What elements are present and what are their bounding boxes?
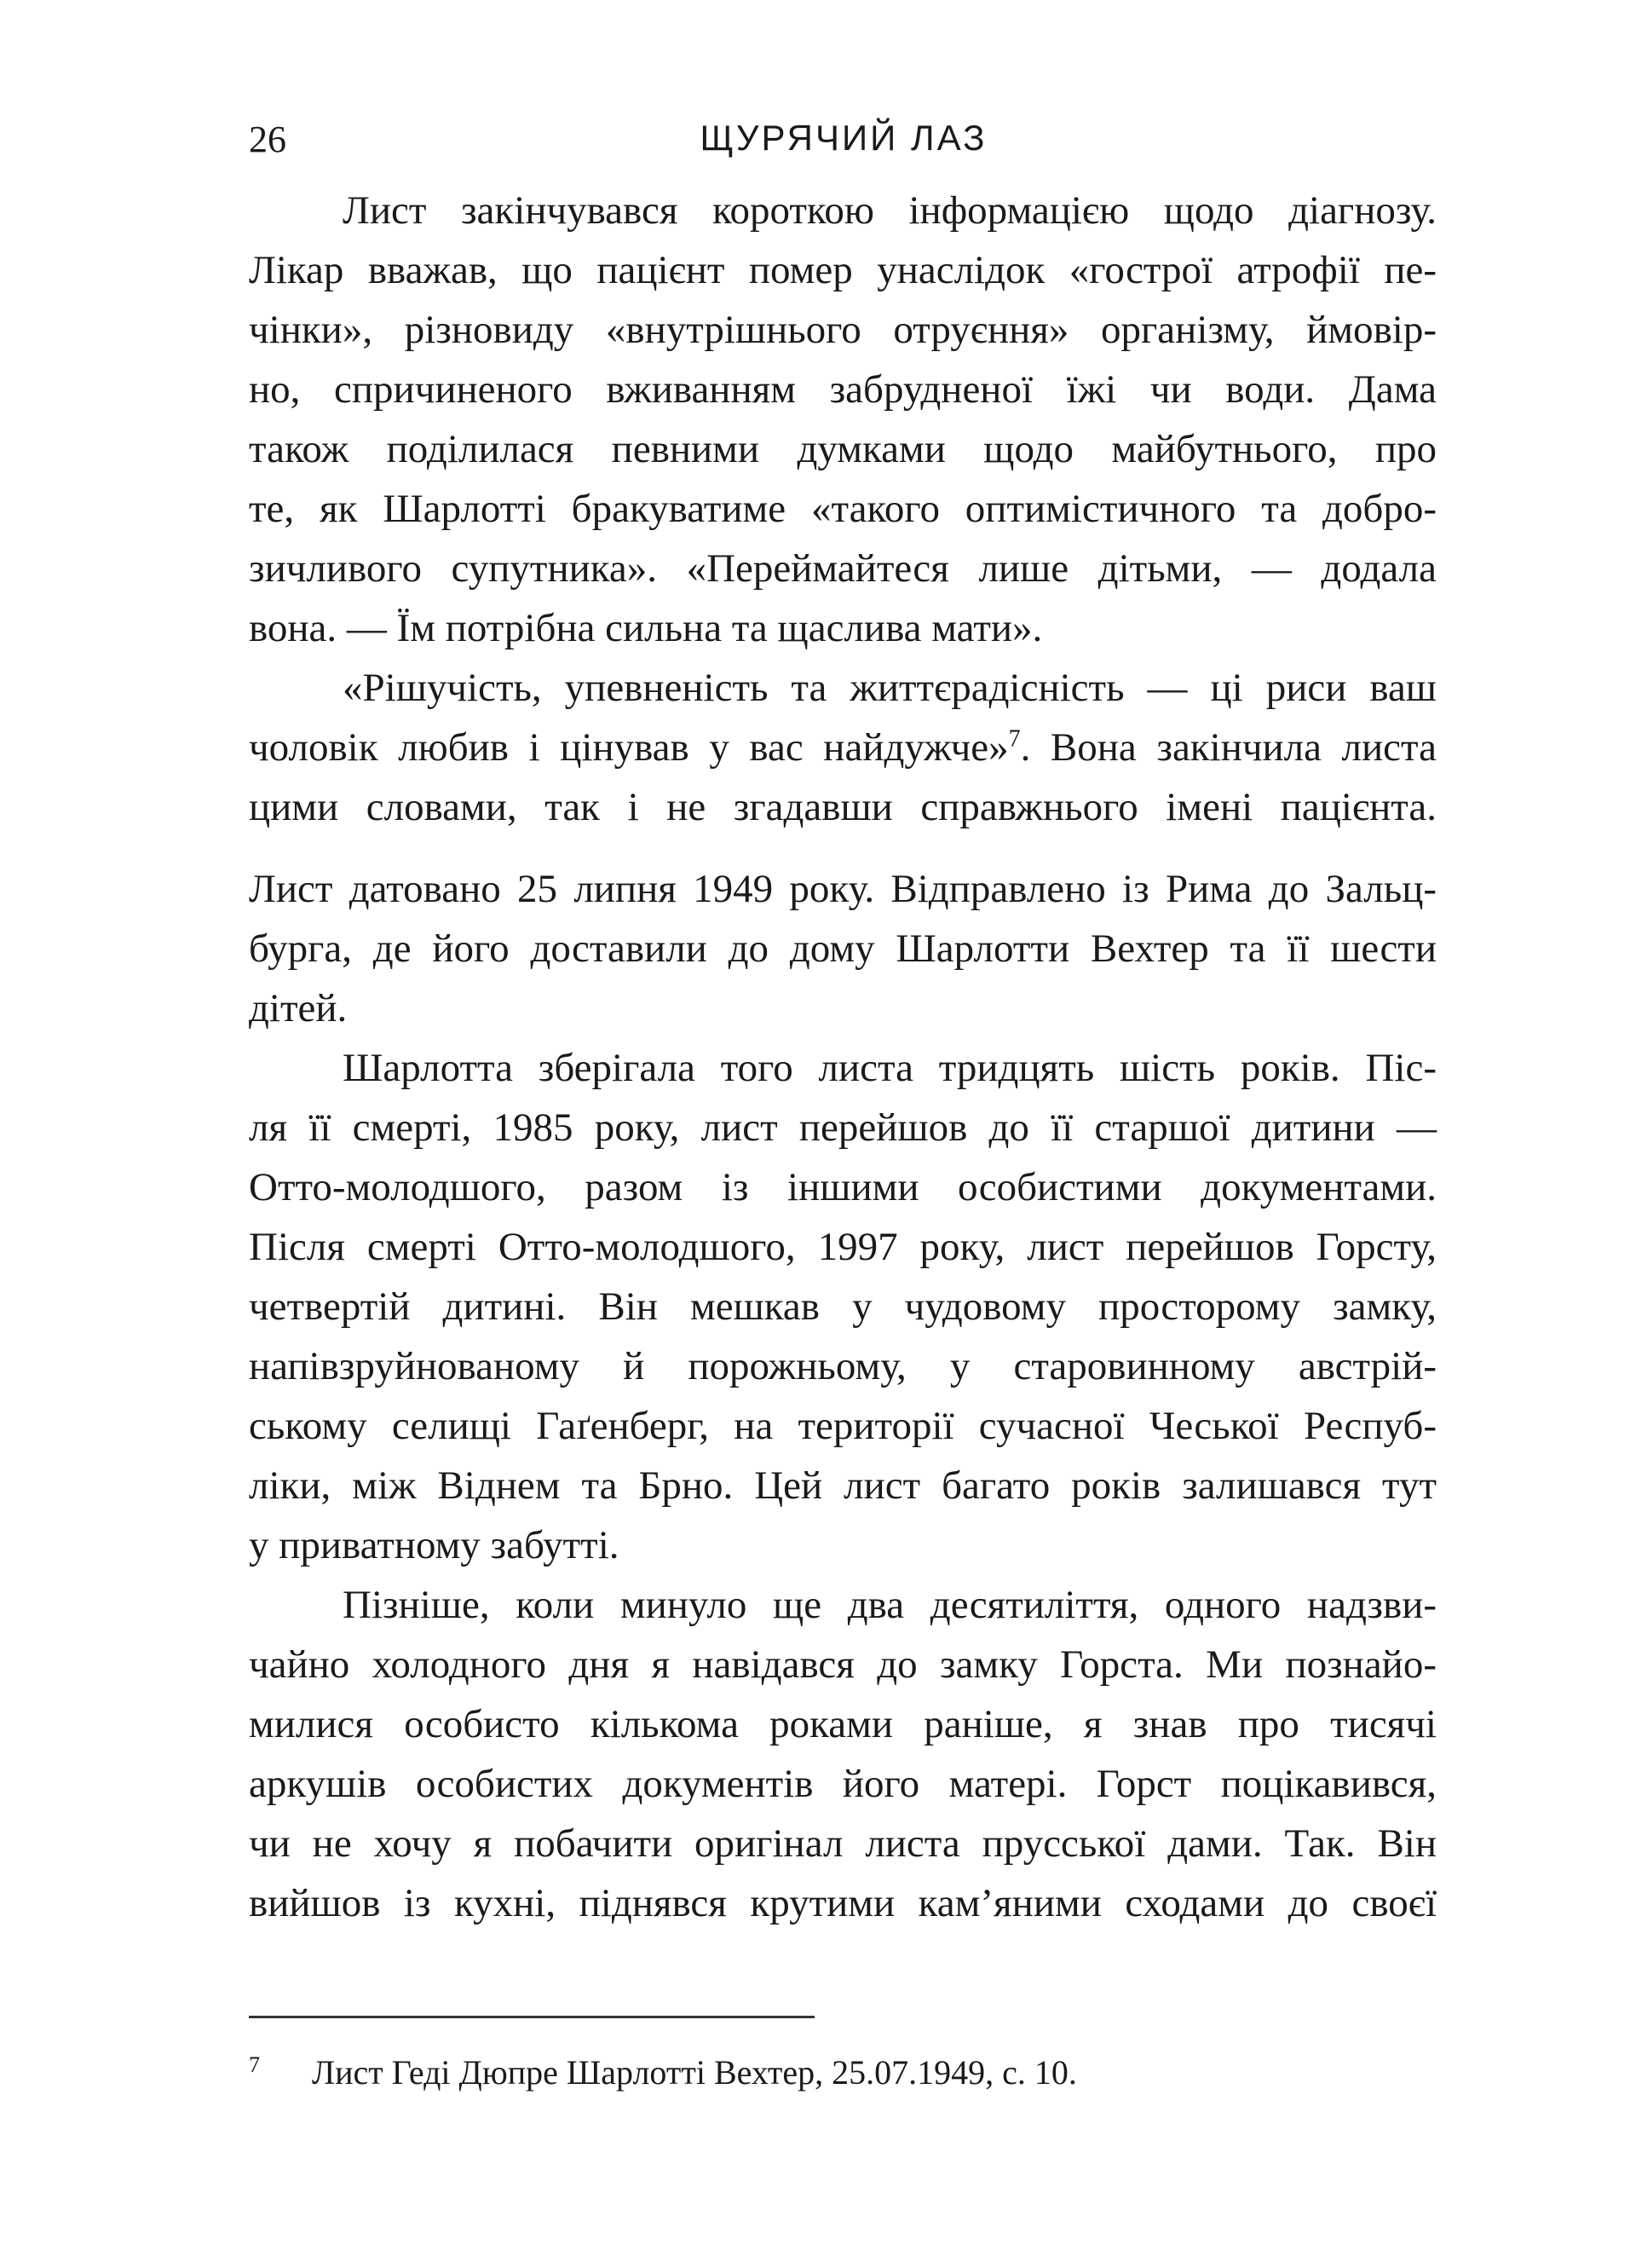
footnote-text: Лист Геді Дюпре Шарлотті Вехтер, 25.07.1949, с. 10. [312,2053,1077,2092]
text-line: вона. — Їм потрібна сильна та щаслива мати». [249,606,1043,650]
text-line: дітей. [249,986,348,1030]
page-body [249,181,1437,1933]
text-line: «Рішучість, упевненість та життєрадісність — ці риси ваш [343,666,1437,710]
text-line: Пізніше, коли минуло ще два десятиліття, одного надзви- [343,1583,1437,1627]
text-line: четвертій дитині. Він мешкав у чудовому просторому замку, [249,1284,1437,1329]
text-line: ля її смерті, 1985 року, лист перейшов до її старшої дитини — [249,1105,1437,1150]
text-line: цими словами, так і не згадавши справжнього імені пацієнта. [249,785,1437,829]
text-line: ському селищі Гаґенберг, на території сучасної Чеської Респуб- [249,1404,1437,1448]
footnote-divider [249,2016,815,2018]
footnote-marker: 7 [249,2052,260,2077]
text-line: також поділилася певними думками щодо майбутнього, про [249,427,1437,471]
text-line: напівзруйнованому й порожньому, у старовинному австрій- [249,1344,1437,1388]
paragraph [249,1575,1437,1933]
section-gap [249,837,1437,859]
text-line [249,718,1437,777]
footnote-reference[interactable]: 7 [1008,725,1021,753]
text-line: чінки», різновиду «внутрішнього отруєння» організму, ймовір- [249,308,1437,352]
text-line: у приватному забутті. [249,1523,619,1567]
text-line: милися особисто кількома роками раніше, я знав про тисячі [249,1702,1437,1746]
text-line: Після смерті Отто-молодшого, 1997 року, лист перейшов Горсту, [249,1225,1437,1269]
text-line: Лист закінчувався короткою інформацією щодо діагнозу. [343,188,1437,233]
text-line: зичливого супутника». «Переймайтеся лише дітьми, — додала [249,546,1437,591]
text-span: чоловік любив і цінував у вас найдужче» [249,725,1009,770]
text-span: . Вона закінчила листа [1020,725,1437,770]
text-line: Лист датовано 25 липня 1949 року. Відправлено із Рима до Зальц- [249,867,1437,911]
text-line: бурга, де його доставили до дому Шарлотти Вехтер та її шести [249,926,1437,971]
running-title: ЩУРЯЧИЙ ЛАЗ [700,118,988,158]
paragraph [249,859,1437,1038]
paragraph [249,658,1437,837]
paragraph [249,181,1437,658]
page-number: 26 [249,118,286,160]
text-line: вийшов із кухні, піднявся крутими кам’яними сходами до своєї [249,1881,1437,1925]
text-line: чи не хочу я побачити оригінал листа прусської дами. Так. Він [249,1821,1437,1866]
text-line: Шарлотта зберігала того листа тридцять шість років. Піс- [343,1046,1437,1090]
text-line: но, спричиненого вживанням забрудненої їжі чи води. Дама [249,367,1437,412]
text-line: Отто-молодшого, разом із іншими особистими документами. [249,1165,1437,1209]
text-line: те, як Шарлотті бракуватиме «такого оптимістичного та добро- [249,487,1437,531]
text-line: чайно холодного дня я навідався до замку Горста. Ми познайо- [249,1642,1437,1687]
text-line: аркушів особистих документів його матері. Горст поцікавився, [249,1762,1437,1806]
text-line: ліки, між Віднем та Брно. Цей лист багато років залишався тут [249,1463,1437,1508]
paragraph [249,1038,1437,1575]
text-line: Лікар вважав, що пацієнт помер унаслідок «гострої атрофії пе- [249,248,1437,292]
